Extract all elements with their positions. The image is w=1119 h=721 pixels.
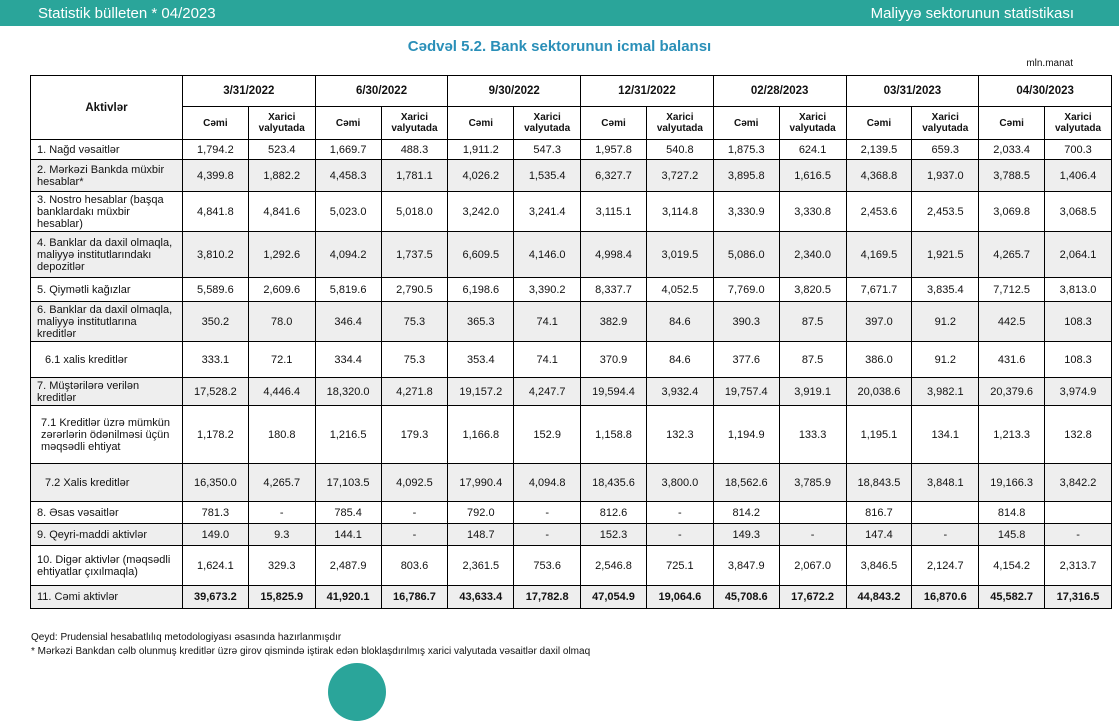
fx-value-cell: 3,982.1 [912,378,979,406]
fx-value-cell: 87.5 [779,342,846,378]
fx-value-cell: 2,609.6 [248,278,315,302]
fx-value-cell: 3,241.4 [514,192,581,232]
fx-value-cell: 87.5 [779,302,846,342]
fx-value-cell: 3,820.5 [779,278,846,302]
fx-value-cell: 4,247.7 [514,378,581,406]
total-value-cell: 2,361.5 [448,546,514,586]
fx-value-cell: 2,313.7 [1045,546,1112,586]
total-value-cell: 1,794.2 [182,140,248,160]
total-value-cell: 17,528.2 [182,378,248,406]
row-label: 2. Mərkəzi Bankda müxbir hesablar* [31,160,183,192]
fx-value-cell: 3,932.4 [646,378,713,406]
fx-value-cell: 133.3 [779,406,846,464]
fx-value-cell: - [514,524,581,546]
total-value-cell: 39,673.2 [182,586,248,609]
total-value-cell: 47,054.9 [581,586,647,609]
total-value-cell: 2,033.4 [979,140,1045,160]
fx-subheader: Xarici valyutada [1045,107,1112,140]
table-row [31,502,1112,524]
total-value-cell: 4,368.8 [846,160,912,192]
total-value-cell: 8,337.7 [581,278,647,302]
total-value-cell: 147.4 [846,524,912,546]
fx-value-cell: 3,835.4 [912,278,979,302]
total-subheader: Cəmi [713,107,779,140]
table-row [31,406,1112,464]
fx-value-cell: 74.1 [514,302,581,342]
total-value-cell: 1,669.7 [315,140,381,160]
total-value-cell: 7,712.5 [979,278,1045,302]
fx-value-cell: 2,790.5 [381,278,448,302]
fx-subheader: Xarici valyutada [381,107,448,140]
total-value-cell: 3,847.9 [713,546,779,586]
total-value-cell: 149.0 [182,524,248,546]
fx-value-cell: 1,616.5 [779,160,846,192]
fx-subheader: Xarici valyutada [646,107,713,140]
total-value-cell: 6,609.5 [448,232,514,278]
total-value-cell: 7,671.7 [846,278,912,302]
fx-value-cell: 2,124.7 [912,546,979,586]
row-label: 8. Əsas vəsaitlər [31,502,183,524]
total-value-cell: 1,166.8 [448,406,514,464]
total-value-cell: 386.0 [846,342,912,378]
date-header: 9/30/2022 [448,76,581,107]
total-value-cell: 4,154.2 [979,546,1045,586]
total-value-cell: 18,562.6 [713,464,779,502]
total-value-cell: 334.4 [315,342,381,378]
fx-value-cell: 3,842.2 [1045,464,1112,502]
date-header: 6/30/2022 [315,76,448,107]
table-row [31,586,1112,609]
note-footnote: * Mərkəzi Bankdan cəlb olunmuş kreditlər üzrə girov qismində iştirak edən bloklaşdırılmış xarici valyutada vəsaitlər daxil olmaq [31,646,591,657]
row-label: 7.2 Xalis kreditlər [31,464,183,502]
total-value-cell: 18,435.6 [581,464,647,502]
total-value-cell: 45,708.6 [713,586,779,609]
total-value-cell: 4,094.2 [315,232,381,278]
fx-value-cell: 19,064.6 [646,586,713,609]
table-row [31,464,1112,502]
total-value-cell: 377.6 [713,342,779,378]
bulletin-title: Statistik bülleten * 04/2023 [38,5,216,22]
fx-value-cell: 624.1 [779,140,846,160]
total-value-cell: 353.4 [448,342,514,378]
total-value-cell: 812.6 [581,502,647,524]
fx-value-cell: 91.2 [912,302,979,342]
unit-label: mln.manat [1026,58,1073,69]
fx-value-cell [1045,502,1112,524]
fx-value-cell: 179.3 [381,406,448,464]
total-value-cell: 814.8 [979,502,1045,524]
fx-value-cell: 3,068.5 [1045,192,1112,232]
fx-value-cell: - [646,502,713,524]
fx-value-cell: 74.1 [514,342,581,378]
fx-value-cell: 1,781.1 [381,160,448,192]
row-label: 10. Digər aktivlər (məqsədli ehtiyatlar çıxılmaqla) [31,546,183,586]
table-row [31,546,1112,586]
total-value-cell: 19,166.3 [979,464,1045,502]
row-label: 7.1 Kreditlər üzrə mümkün zərərlərin ödənilməsi üçün məqsədli ehtiyat [31,406,183,464]
row-label: 1. Nağd vəsaitlər [31,140,183,160]
total-value-cell: 19,594.4 [581,378,647,406]
fx-value-cell: 3,727.2 [646,160,713,192]
table-row [31,278,1112,302]
table-row [31,342,1112,378]
fx-value-cell: 725.1 [646,546,713,586]
fx-value-cell: - [381,524,448,546]
table-body [31,140,1112,609]
fx-value-cell: - [912,524,979,546]
fx-value-cell: 16,786.7 [381,586,448,609]
fx-value-cell: 134.1 [912,406,979,464]
row-label: 3. Nostro hesablar (başqa banklardakı müxbir hesablar) [31,192,183,232]
total-value-cell: 16,350.0 [182,464,248,502]
total-value-cell: 350.2 [182,302,248,342]
fx-value-cell: 78.0 [248,302,315,342]
total-value-cell: 149.3 [713,524,779,546]
total-value-cell: 1,216.5 [315,406,381,464]
total-value-cell: 43,633.4 [448,586,514,609]
total-value-cell: 785.4 [315,502,381,524]
fx-subheader: Xarici valyutada [248,107,315,140]
date-header: 12/31/2022 [581,76,714,107]
fx-value-cell: 1,406.4 [1045,160,1112,192]
table-row [31,192,1112,232]
fx-value-cell: 3,974.9 [1045,378,1112,406]
table-row [31,378,1112,406]
fx-value-cell: 1,535.4 [514,160,581,192]
total-value-cell: 4,026.2 [448,160,514,192]
row-label: 4. Banklar da daxil olmaqla, maliyyə institutlarındakı depozitlər [31,232,183,278]
date-header: 02/28/2023 [713,76,846,107]
fx-value-cell: 659.3 [912,140,979,160]
table-row [31,160,1112,192]
fx-value-cell: 72.1 [248,342,315,378]
fx-value-cell: 3,848.1 [912,464,979,502]
total-value-cell: 152.3 [581,524,647,546]
row-label: 11. Cəmi aktivlər [31,586,183,609]
total-value-cell: 5,086.0 [713,232,779,278]
total-value-cell: 19,757.4 [713,378,779,406]
table-row [31,140,1112,160]
fx-value-cell: 3,800.0 [646,464,713,502]
fx-value-cell: 5,018.0 [381,192,448,232]
fx-value-cell: 16,870.6 [912,586,979,609]
total-value-cell: 2,546.8 [581,546,647,586]
fx-value-cell: 17,672.2 [779,586,846,609]
total-value-cell: 2,139.5 [846,140,912,160]
total-value-cell: 442.5 [979,302,1045,342]
total-value-cell: 6,198.6 [448,278,514,302]
fx-value-cell: 17,782.8 [514,586,581,609]
fx-value-cell: 4,265.7 [248,464,315,502]
total-value-cell: 1,158.8 [581,406,647,464]
total-value-cell: 1,213.3 [979,406,1045,464]
fx-value-cell: 2,453.5 [912,192,979,232]
total-value-cell: 370.9 [581,342,647,378]
total-value-cell: 1,875.3 [713,140,779,160]
fx-value-cell: 91.2 [912,342,979,378]
total-value-cell: 4,998.4 [581,232,647,278]
total-value-cell: 4,265.7 [979,232,1045,278]
table-row [31,232,1112,278]
table-title: Cədvəl 5.2. Bank sektorunun icmal balansı [407,38,712,55]
fx-value-cell: 488.3 [381,140,448,160]
date-header-row [31,76,1112,107]
section-title: Maliyyə sektorunun statistikası [870,5,1074,22]
total-value-cell: 1,911.2 [448,140,514,160]
total-value-cell: 5,589.6 [182,278,248,302]
fx-value-cell: 540.8 [646,140,713,160]
fx-value-cell: 1,921.5 [912,232,979,278]
total-value-cell: 365.3 [448,302,514,342]
total-value-cell: 1,194.9 [713,406,779,464]
fx-value-cell: 1,292.6 [248,232,315,278]
total-value-cell: 3,242.0 [448,192,514,232]
fx-value-cell: 3,390.2 [514,278,581,302]
fx-value-cell: - [646,524,713,546]
total-value-cell: 816.7 [846,502,912,524]
total-value-cell: 3,330.9 [713,192,779,232]
date-header: 3/31/2022 [182,76,315,107]
total-value-cell: 3,895.8 [713,160,779,192]
total-value-cell: 333.1 [182,342,248,378]
total-value-cell: 20,379.6 [979,378,1045,406]
fx-value-cell: 1,737.5 [381,232,448,278]
total-subheader: Cəmi [315,107,381,140]
fx-value-cell: - [779,524,846,546]
total-value-cell: 4,169.5 [846,232,912,278]
fx-value-cell: 15,825.9 [248,586,315,609]
fx-value-cell: 1,882.2 [248,160,315,192]
date-header: 04/30/2023 [979,76,1112,107]
total-value-cell: 20,038.6 [846,378,912,406]
date-header: 03/31/2023 [846,76,979,107]
fx-value-cell: 108.3 [1045,302,1112,342]
row-label: 7. Müştərilərə verilən kreditlər [31,378,183,406]
page-decoration-circle [328,663,386,721]
fx-value-cell: 2,340.0 [779,232,846,278]
total-value-cell: 19,157.2 [448,378,514,406]
fx-value-cell: 84.6 [646,302,713,342]
fx-value-cell: 329.3 [248,546,315,586]
total-value-cell: 2,453.6 [846,192,912,232]
fx-value-cell: 3,330.8 [779,192,846,232]
note-methodology: Qeyd: Prudensial hesabatlılıq metodologiyası əsasında hazırlanmışdır [31,632,342,643]
total-subheader: Cəmi [581,107,647,140]
total-value-cell: 3,115.1 [581,192,647,232]
total-value-cell: 382.9 [581,302,647,342]
total-value-cell: 3,069.8 [979,192,1045,232]
row-header: Aktivlər [31,76,183,140]
total-value-cell: 346.4 [315,302,381,342]
fx-value-cell: 4,094.8 [514,464,581,502]
total-value-cell: 4,458.3 [315,160,381,192]
fx-value-cell: - [514,502,581,524]
total-value-cell: 5,023.0 [315,192,381,232]
total-value-cell: 1,957.8 [581,140,647,160]
total-value-cell: 1,195.1 [846,406,912,464]
fx-value-cell: 3,114.8 [646,192,713,232]
fx-value-cell: 3,919.1 [779,378,846,406]
total-value-cell: 4,399.8 [182,160,248,192]
row-label: 5. Qiymətli kağızlar [31,278,183,302]
fx-value-cell: 9.3 [248,524,315,546]
fx-value-cell: 4,092.5 [381,464,448,502]
table-row [31,302,1112,342]
fx-value-cell: 2,067.0 [779,546,846,586]
total-value-cell: 3,846.5 [846,546,912,586]
fx-value-cell: 3,813.0 [1045,278,1112,302]
total-value-cell: 390.3 [713,302,779,342]
row-label: 6.1 xalis kreditlər [31,342,183,378]
fx-value-cell: 75.3 [381,302,448,342]
fx-subheader: Xarici valyutada [514,107,581,140]
fx-value-cell: 180.8 [248,406,315,464]
total-value-cell: 17,103.5 [315,464,381,502]
total-value-cell: 781.3 [182,502,248,524]
total-value-cell: 5,819.6 [315,278,381,302]
total-value-cell: 2,487.9 [315,546,381,586]
total-value-cell: 41,920.1 [315,586,381,609]
total-subheader: Cəmi [448,107,514,140]
fx-value-cell: 4,841.6 [248,192,315,232]
total-value-cell: 7,769.0 [713,278,779,302]
fx-value-cell [912,502,979,524]
total-value-cell: 814.2 [713,502,779,524]
balance-table [30,75,1112,609]
total-value-cell: 17,990.4 [448,464,514,502]
fx-value-cell: 17,316.5 [1045,586,1112,609]
total-subheader: Cəmi [846,107,912,140]
total-value-cell: 18,320.0 [315,378,381,406]
total-value-cell: 3,810.2 [182,232,248,278]
total-value-cell: 148.7 [448,524,514,546]
header-bar [0,0,1119,26]
fx-value-cell: 132.8 [1045,406,1112,464]
fx-value-cell: - [248,502,315,524]
fx-subheader: Xarici valyutada [912,107,979,140]
fx-value-cell: 3,785.9 [779,464,846,502]
fx-value-cell: 152.9 [514,406,581,464]
fx-value-cell [779,502,846,524]
total-value-cell: 1,178.2 [182,406,248,464]
total-subheader: Cəmi [979,107,1045,140]
row-label: 6. Banklar da daxil olmaqla, maliyyə institutlarına kreditlər [31,302,183,342]
total-value-cell: 397.0 [846,302,912,342]
fx-value-cell: 4,446.4 [248,378,315,406]
total-value-cell: 1,624.1 [182,546,248,586]
fx-value-cell: 700.3 [1045,140,1112,160]
fx-value-cell: 523.4 [248,140,315,160]
total-value-cell: 3,788.5 [979,160,1045,192]
fx-value-cell: 4,271.8 [381,378,448,406]
fx-value-cell: - [1045,524,1112,546]
fx-value-cell: 4,052.5 [646,278,713,302]
total-value-cell: 45,582.7 [979,586,1045,609]
fx-value-cell: 3,019.5 [646,232,713,278]
total-value-cell: 6,327.7 [581,160,647,192]
total-value-cell: 44,843.2 [846,586,912,609]
table-row [31,524,1112,546]
fx-value-cell: 803.6 [381,546,448,586]
total-value-cell: 4,841.8 [182,192,248,232]
row-label: 9. Qeyri-maddi aktivlər [31,524,183,546]
fx-value-cell: 547.3 [514,140,581,160]
subheader-row [31,107,1112,140]
total-value-cell: 145.8 [979,524,1045,546]
fx-value-cell: - [381,502,448,524]
total-value-cell: 792.0 [448,502,514,524]
fx-subheader: Xarici valyutada [779,107,846,140]
fx-value-cell: 84.6 [646,342,713,378]
fx-value-cell: 75.3 [381,342,448,378]
total-subheader: Cəmi [182,107,248,140]
fx-value-cell: 753.6 [514,546,581,586]
fx-value-cell: 132.3 [646,406,713,464]
fx-value-cell: 2,064.1 [1045,232,1112,278]
fx-value-cell: 108.3 [1045,342,1112,378]
fx-value-cell: 1,937.0 [912,160,979,192]
total-value-cell: 431.6 [979,342,1045,378]
fx-value-cell: 4,146.0 [514,232,581,278]
total-value-cell: 144.1 [315,524,381,546]
total-value-cell: 18,843.5 [846,464,912,502]
